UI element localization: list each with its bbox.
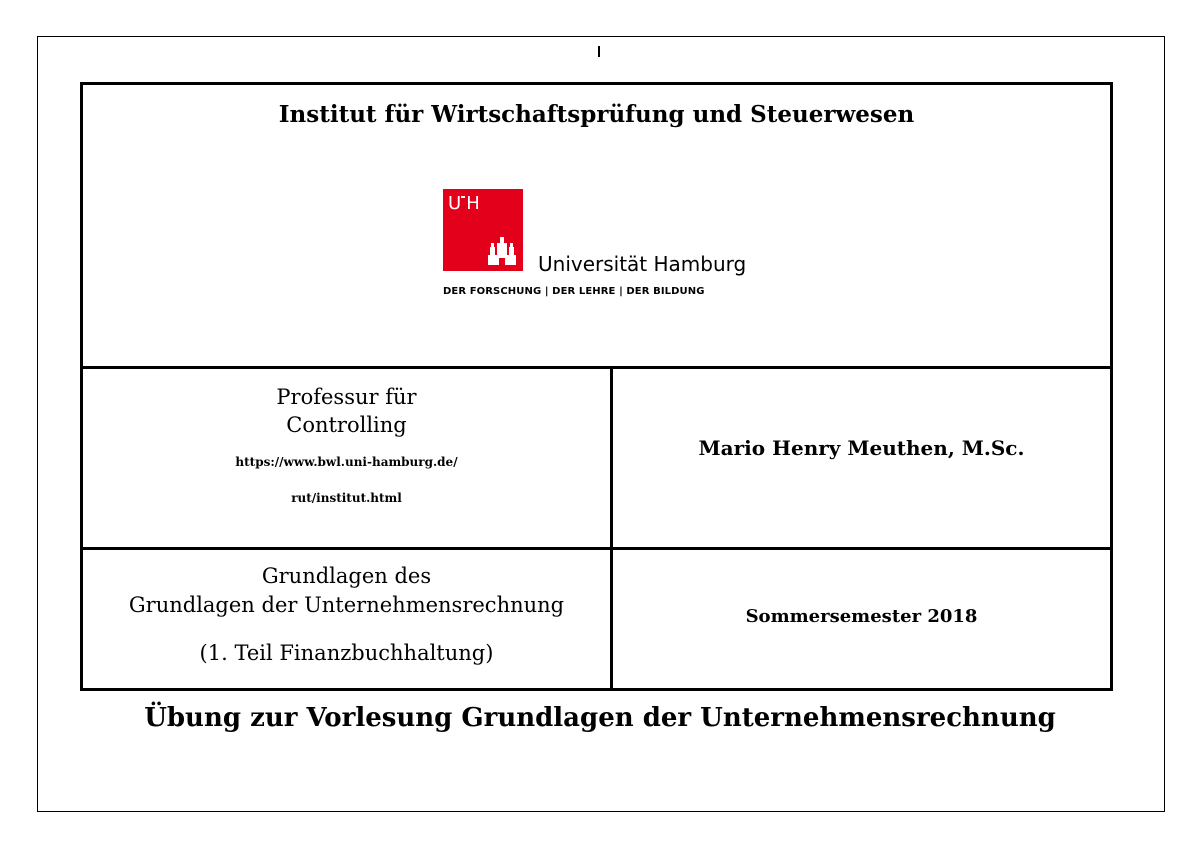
info-row-2 xyxy=(83,550,1110,688)
course-line1: Grundlagen des xyxy=(261,564,432,588)
logo-tagline: DER FORSCHUNG | DER LEHRE | DER BILDUNG xyxy=(443,286,705,297)
professorship-url-line1: https://www.bwl.uni-hamburg.de/ xyxy=(235,455,458,469)
footer-title: Übung zur Vorlesung Grundlagen der Unternehmensrechnung xyxy=(144,703,1056,733)
page-marker xyxy=(598,46,600,57)
info-row-1 xyxy=(83,369,1110,550)
course-line2: Grundlagen der Unternehmensrechnung xyxy=(128,593,565,617)
university-logo xyxy=(443,189,783,299)
professorship-url-line2: rut/institut.html xyxy=(291,491,402,505)
lecturer-cell xyxy=(613,369,1110,547)
lecturer-name: Mario Henry Meuthen, M.Sc. xyxy=(698,436,1025,460)
castle-icon xyxy=(485,233,519,267)
institute-title: Institut für Wirtschaftsprüfung und Steuerwesen xyxy=(278,101,915,128)
course-line3: (1. Teil Finanzbuchhaltung) xyxy=(199,641,494,665)
semester-cell xyxy=(613,550,1110,688)
logo-red-square xyxy=(443,189,523,271)
professorship-line1: Professur für xyxy=(276,385,417,409)
title-table xyxy=(80,82,1113,691)
logo-university-name: Universität Hamburg xyxy=(538,252,747,276)
semester-label: Sommersemester 2018 xyxy=(745,606,978,627)
professorship-cell xyxy=(83,369,613,547)
professorship-line2: Controlling xyxy=(286,413,407,437)
logo-mark: U H xyxy=(448,193,479,214)
course-cell xyxy=(83,550,613,688)
header-cell xyxy=(83,85,1110,369)
